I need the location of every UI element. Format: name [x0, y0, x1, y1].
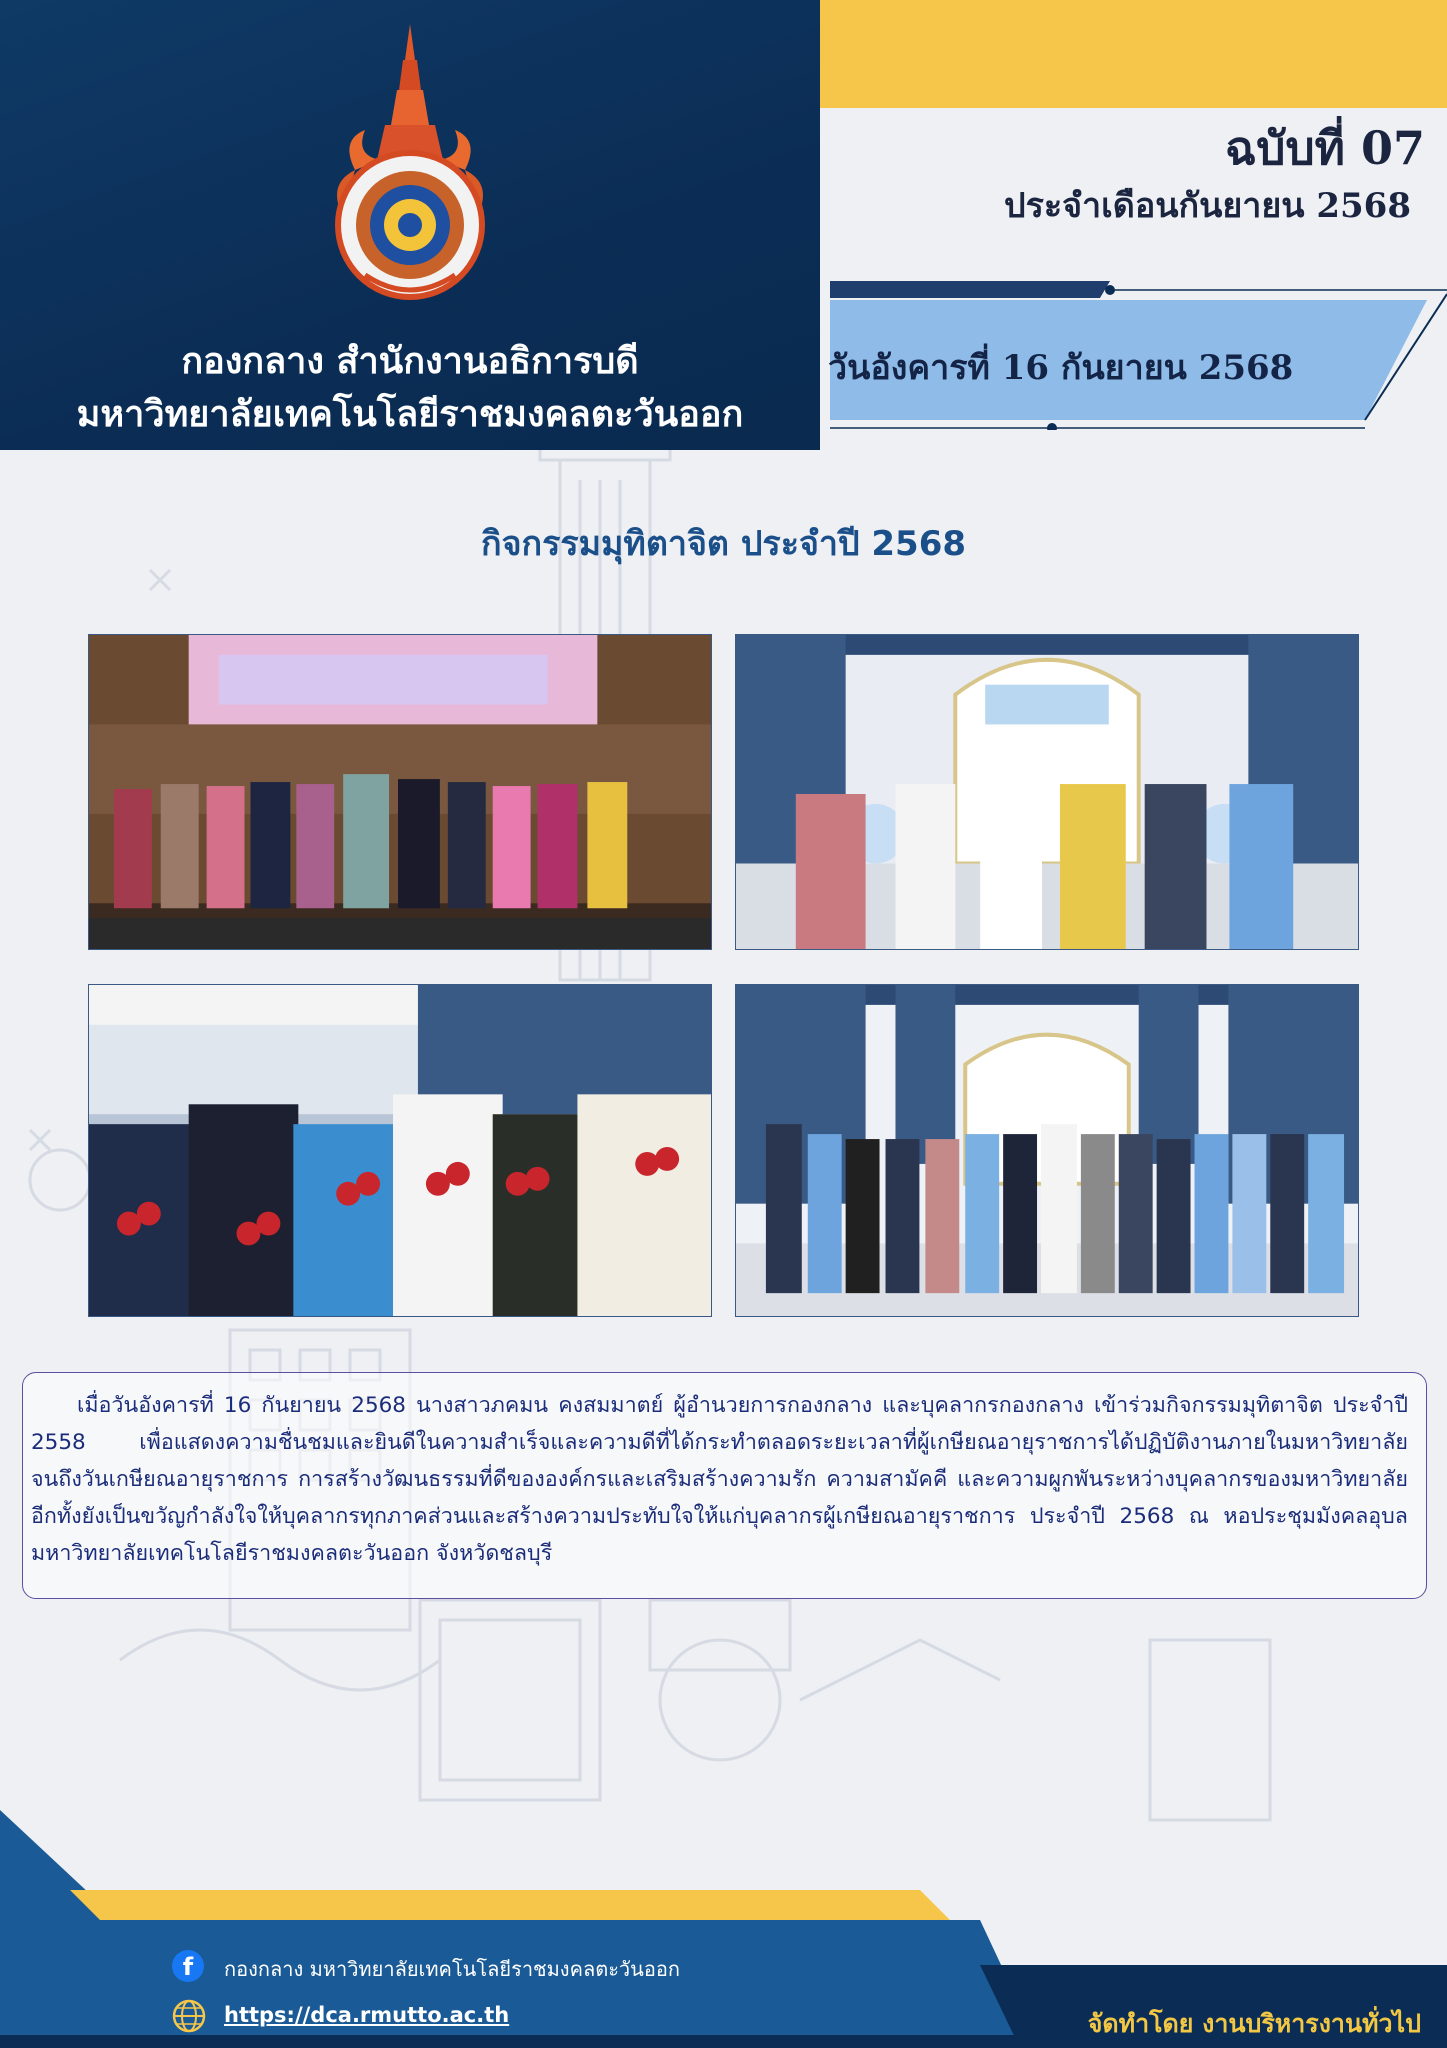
- issue-number: ฉบับที่ 07: [1224, 121, 1425, 175]
- website-link[interactable]: https://dca.rmutto.ac.th: [224, 2003, 510, 2027]
- org-name-line1: กองกลาง สำนักงานอธิการบดี: [181, 341, 639, 382]
- photo-retirees-on-stage: [88, 634, 712, 950]
- credit-text: จัดทำโดย งานบริหารงานทั่วไป: [1087, 2009, 1421, 2038]
- article-title: กิจกรรมมุทิตาจิต ประจำปี 2568: [480, 524, 967, 564]
- globe-icon: [172, 1999, 206, 2033]
- org-name-line2: มหาวิทยาลัยเทคโนโลยีราชมงคลตะวันออก: [76, 394, 744, 435]
- header-accent-bar: [820, 0, 1447, 108]
- event-date: วันอังคารที่ 16 กันยายน 2568: [828, 348, 1294, 388]
- university-logo: [325, 20, 495, 320]
- photo-division-group: [735, 984, 1359, 1317]
- facebook-icon: f: [172, 1950, 204, 1982]
- article-body-box: [22, 1372, 1427, 1599]
- article-body: เมื่อวันอังคารที่ 16 กันยายน 2568 นางสาวภคมน คงสมมาตย์ ผู้อำนวยการกองกลาง และบุคลากรกองกลาง เข้าร่วมกิจกรรมมุทิตาจิต ประจำปี 2558 เพื่อแสดงความชื่นชมและยินดีในความสำเร็จและความดีที่ได้กระทำตลอดระยะเวลาที่ผู้เกษียณอายุราชการได้ปฏิบัติงานภายในมหาวิทยาลัยจนถึงวันเกษียณอายุราชการ การสร้างวัฒนธรรมที่ดีขององค์กรและเสริมสร้างความรัก ความสามัคคี และความผูกพันระหว่างบุคลากรของมหาวิทยาลัย อีกทั้งยังเป็นขวัญกำลังใจให้บุคลากรทุกภาคส่วนและสร้างความประทับใจให้แก่บุคลากรผู้เกษียณอายุราชการ ประจำปี 2568 ณ หอประชุมมังคลอุบล มหาวิทยาลัยเทคโนโลยีราชมงคลตะวันออก จังหวัดชลบุรี: [31, 1393, 1408, 1566]
- facebook-page-label[interactable]: กองกลาง มหาวิทยาลัยเทคโนโลยีราชมงคลตะวันออก: [224, 1957, 680, 1981]
- issue-month: ประจำเดือนกันยายน 2568: [1004, 186, 1411, 226]
- photo-staff-with-roses: [88, 984, 712, 1317]
- photo-group-at-backdrop: [735, 634, 1359, 950]
